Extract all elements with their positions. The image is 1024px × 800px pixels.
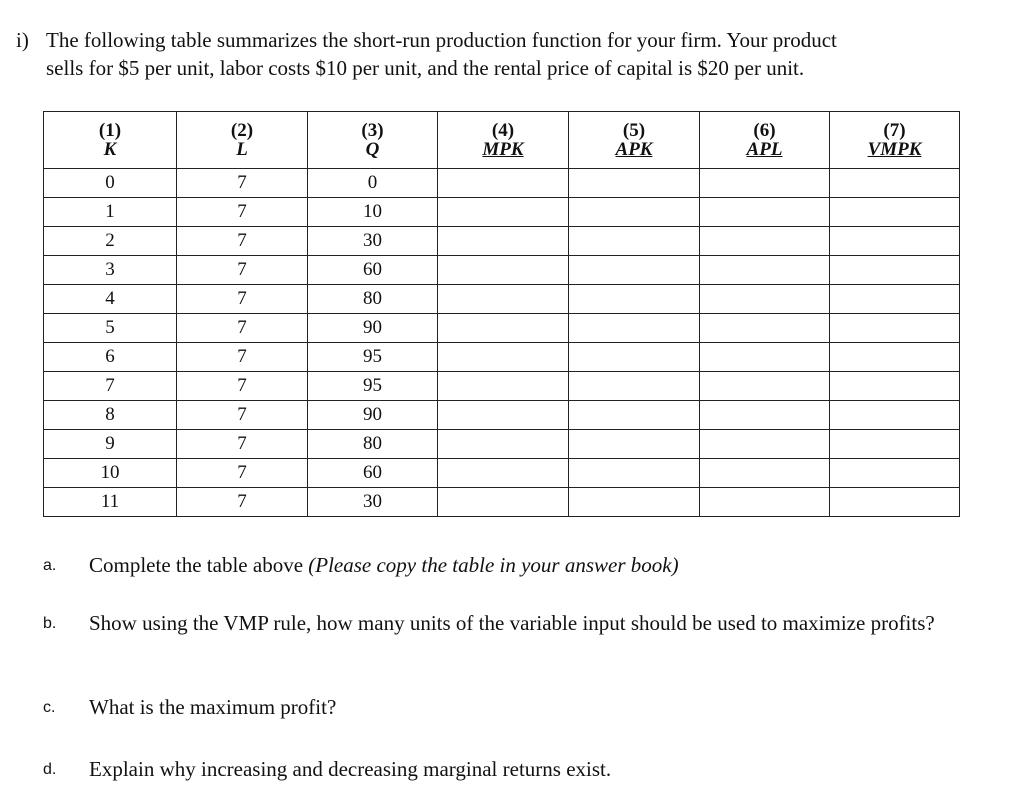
cell-q: 90 <box>308 401 438 430</box>
question-intro <box>16 26 976 82</box>
cell-l: 7 <box>177 285 308 314</box>
cell-mpk <box>438 343 569 372</box>
cell-k: 4 <box>44 285 177 314</box>
header-mpk-num: (4) <box>491 120 515 141</box>
cell-apl <box>700 459 830 488</box>
intro-line-1 <box>16 26 976 54</box>
cell-k: 3 <box>44 256 177 285</box>
cell-apk <box>569 285 700 314</box>
cell-apk <box>569 343 700 372</box>
header-q-sym: Q <box>365 139 380 160</box>
table-row <box>44 372 960 401</box>
cell-apk <box>569 227 700 256</box>
cell-apk <box>569 430 700 459</box>
question-b-text: Show using the VMP rule, how many units of the variable input should be used to maximize profits? <box>89 611 935 635</box>
cell-l: 7 <box>177 459 308 488</box>
intro-text-line-2: sells for $5 per unit, labor costs $10 per unit, and the rental price of capital is $20 per unit. <box>46 56 805 80</box>
question-d-letter: d. <box>43 761 57 778</box>
header-vmpk-num: (7) <box>883 120 906 141</box>
cell-q: 0 <box>308 169 438 198</box>
cell-k: 6 <box>44 343 177 372</box>
table-body <box>44 169 960 517</box>
cell-l: 7 <box>177 372 308 401</box>
question-a-note: (Please copy the table in your answer book) <box>308 553 679 577</box>
cell-apl <box>700 256 830 285</box>
question-a <box>43 552 973 579</box>
cell-k: 9 <box>44 430 177 459</box>
question-a-text <box>89 552 973 579</box>
cell-vmpk <box>830 459 960 488</box>
header-mpk-sym: MPK <box>482 139 524 160</box>
table-row <box>44 256 960 285</box>
cell-vmpk <box>830 401 960 430</box>
cell-apk <box>569 256 700 285</box>
cell-l: 7 <box>177 488 308 517</box>
table-row <box>44 314 960 343</box>
header-k <box>44 112 177 169</box>
question-d <box>43 756 973 783</box>
cell-mpk <box>438 372 569 401</box>
cell-l: 7 <box>177 227 308 256</box>
cell-mpk <box>438 488 569 517</box>
cell-l: 7 <box>177 430 308 459</box>
cell-q: 10 <box>308 198 438 227</box>
cell-k: 2 <box>44 227 177 256</box>
question-b-letter: b. <box>43 615 57 632</box>
cell-mpk <box>438 227 569 256</box>
production-table <box>43 111 960 517</box>
cell-vmpk <box>830 198 960 227</box>
cell-apk <box>569 459 700 488</box>
cell-l: 7 <box>177 401 308 430</box>
header-mpk <box>438 112 569 169</box>
cell-k: 11 <box>44 488 177 517</box>
header-apk-num: (5) <box>622 120 646 141</box>
cell-mpk <box>438 169 569 198</box>
table-row <box>44 488 960 517</box>
cell-apl <box>700 372 830 401</box>
cell-apk <box>569 488 700 517</box>
intro-text-line-1: The following table summarizes the short-run production function for your firm. Your product <box>46 28 837 52</box>
cell-q: 60 <box>308 459 438 488</box>
cell-q: 80 <box>308 285 438 314</box>
question-a-letter: a. <box>43 557 57 574</box>
header-apl-sym: APL <box>746 139 783 160</box>
table-row <box>44 227 960 256</box>
cell-k: 0 <box>44 169 177 198</box>
cell-apl <box>700 401 830 430</box>
cell-mpk <box>438 256 569 285</box>
header-q <box>308 112 438 169</box>
table-row <box>44 430 960 459</box>
cell-q: 90 <box>308 314 438 343</box>
cell-apl <box>700 343 830 372</box>
cell-q: 95 <box>308 343 438 372</box>
header-k-sym: K <box>103 139 117 160</box>
cell-l: 7 <box>177 256 308 285</box>
question-d-text: Explain why increasing and decreasing marginal returns exist. <box>89 757 612 781</box>
cell-vmpk <box>830 488 960 517</box>
cell-l: 7 <box>177 343 308 372</box>
cell-mpk <box>438 198 569 227</box>
cell-apl <box>700 488 830 517</box>
cell-l: 7 <box>177 198 308 227</box>
cell-apl <box>700 430 830 459</box>
cell-k: 5 <box>44 314 177 343</box>
cell-q: 95 <box>308 372 438 401</box>
cell-apl <box>700 169 830 198</box>
header-l-sym: L <box>236 139 248 160</box>
header-q-num: (3) <box>361 120 384 141</box>
cell-k: 7 <box>44 372 177 401</box>
table-row <box>44 198 960 227</box>
question-a-main: Complete the table above <box>89 553 309 577</box>
cell-vmpk <box>830 256 960 285</box>
cell-vmpk <box>830 227 960 256</box>
cell-k: 1 <box>44 198 177 227</box>
header-vmpk-sym: VMPK <box>867 139 922 160</box>
question-c <box>43 694 973 721</box>
cell-vmpk <box>830 314 960 343</box>
cell-vmpk <box>830 372 960 401</box>
cell-vmpk <box>830 343 960 372</box>
cell-apk <box>569 169 700 198</box>
cell-l: 7 <box>177 314 308 343</box>
cell-mpk <box>438 459 569 488</box>
header-apl-num: (6) <box>753 120 776 141</box>
table-header-row <box>44 112 960 169</box>
cell-mpk <box>438 285 569 314</box>
header-apk-sym: APK <box>615 139 653 160</box>
cell-apl <box>700 285 830 314</box>
header-l <box>177 112 308 169</box>
header-vmpk <box>830 112 960 169</box>
cell-apk <box>569 372 700 401</box>
cell-vmpk <box>830 169 960 198</box>
table-row <box>44 459 960 488</box>
table-row <box>44 401 960 430</box>
header-apl <box>700 112 830 169</box>
question-b <box>43 610 973 637</box>
question-c-letter: c. <box>43 699 56 716</box>
cell-mpk <box>438 430 569 459</box>
cell-vmpk <box>830 430 960 459</box>
table-row <box>44 285 960 314</box>
cell-l: 7 <box>177 169 308 198</box>
cell-q: 60 <box>308 256 438 285</box>
cell-apl <box>700 314 830 343</box>
cell-k: 8 <box>44 401 177 430</box>
question-number: i) <box>16 28 29 52</box>
cell-apk <box>569 401 700 430</box>
header-k-num: (1) <box>98 120 122 141</box>
table-row <box>44 169 960 198</box>
cell-vmpk <box>830 285 960 314</box>
header-apk <box>569 112 700 169</box>
cell-q: 30 <box>308 227 438 256</box>
cell-apk <box>569 314 700 343</box>
table-row <box>44 343 960 372</box>
cell-q: 30 <box>308 488 438 517</box>
question-c-text: What is the maximum profit? <box>89 695 337 719</box>
cell-apl <box>700 198 830 227</box>
header-l-num: (2) <box>230 120 254 141</box>
cell-apk <box>569 198 700 227</box>
cell-q: 80 <box>308 430 438 459</box>
cell-mpk <box>438 401 569 430</box>
cell-mpk <box>438 314 569 343</box>
cell-k: 10 <box>44 459 177 488</box>
cell-apl <box>700 227 830 256</box>
